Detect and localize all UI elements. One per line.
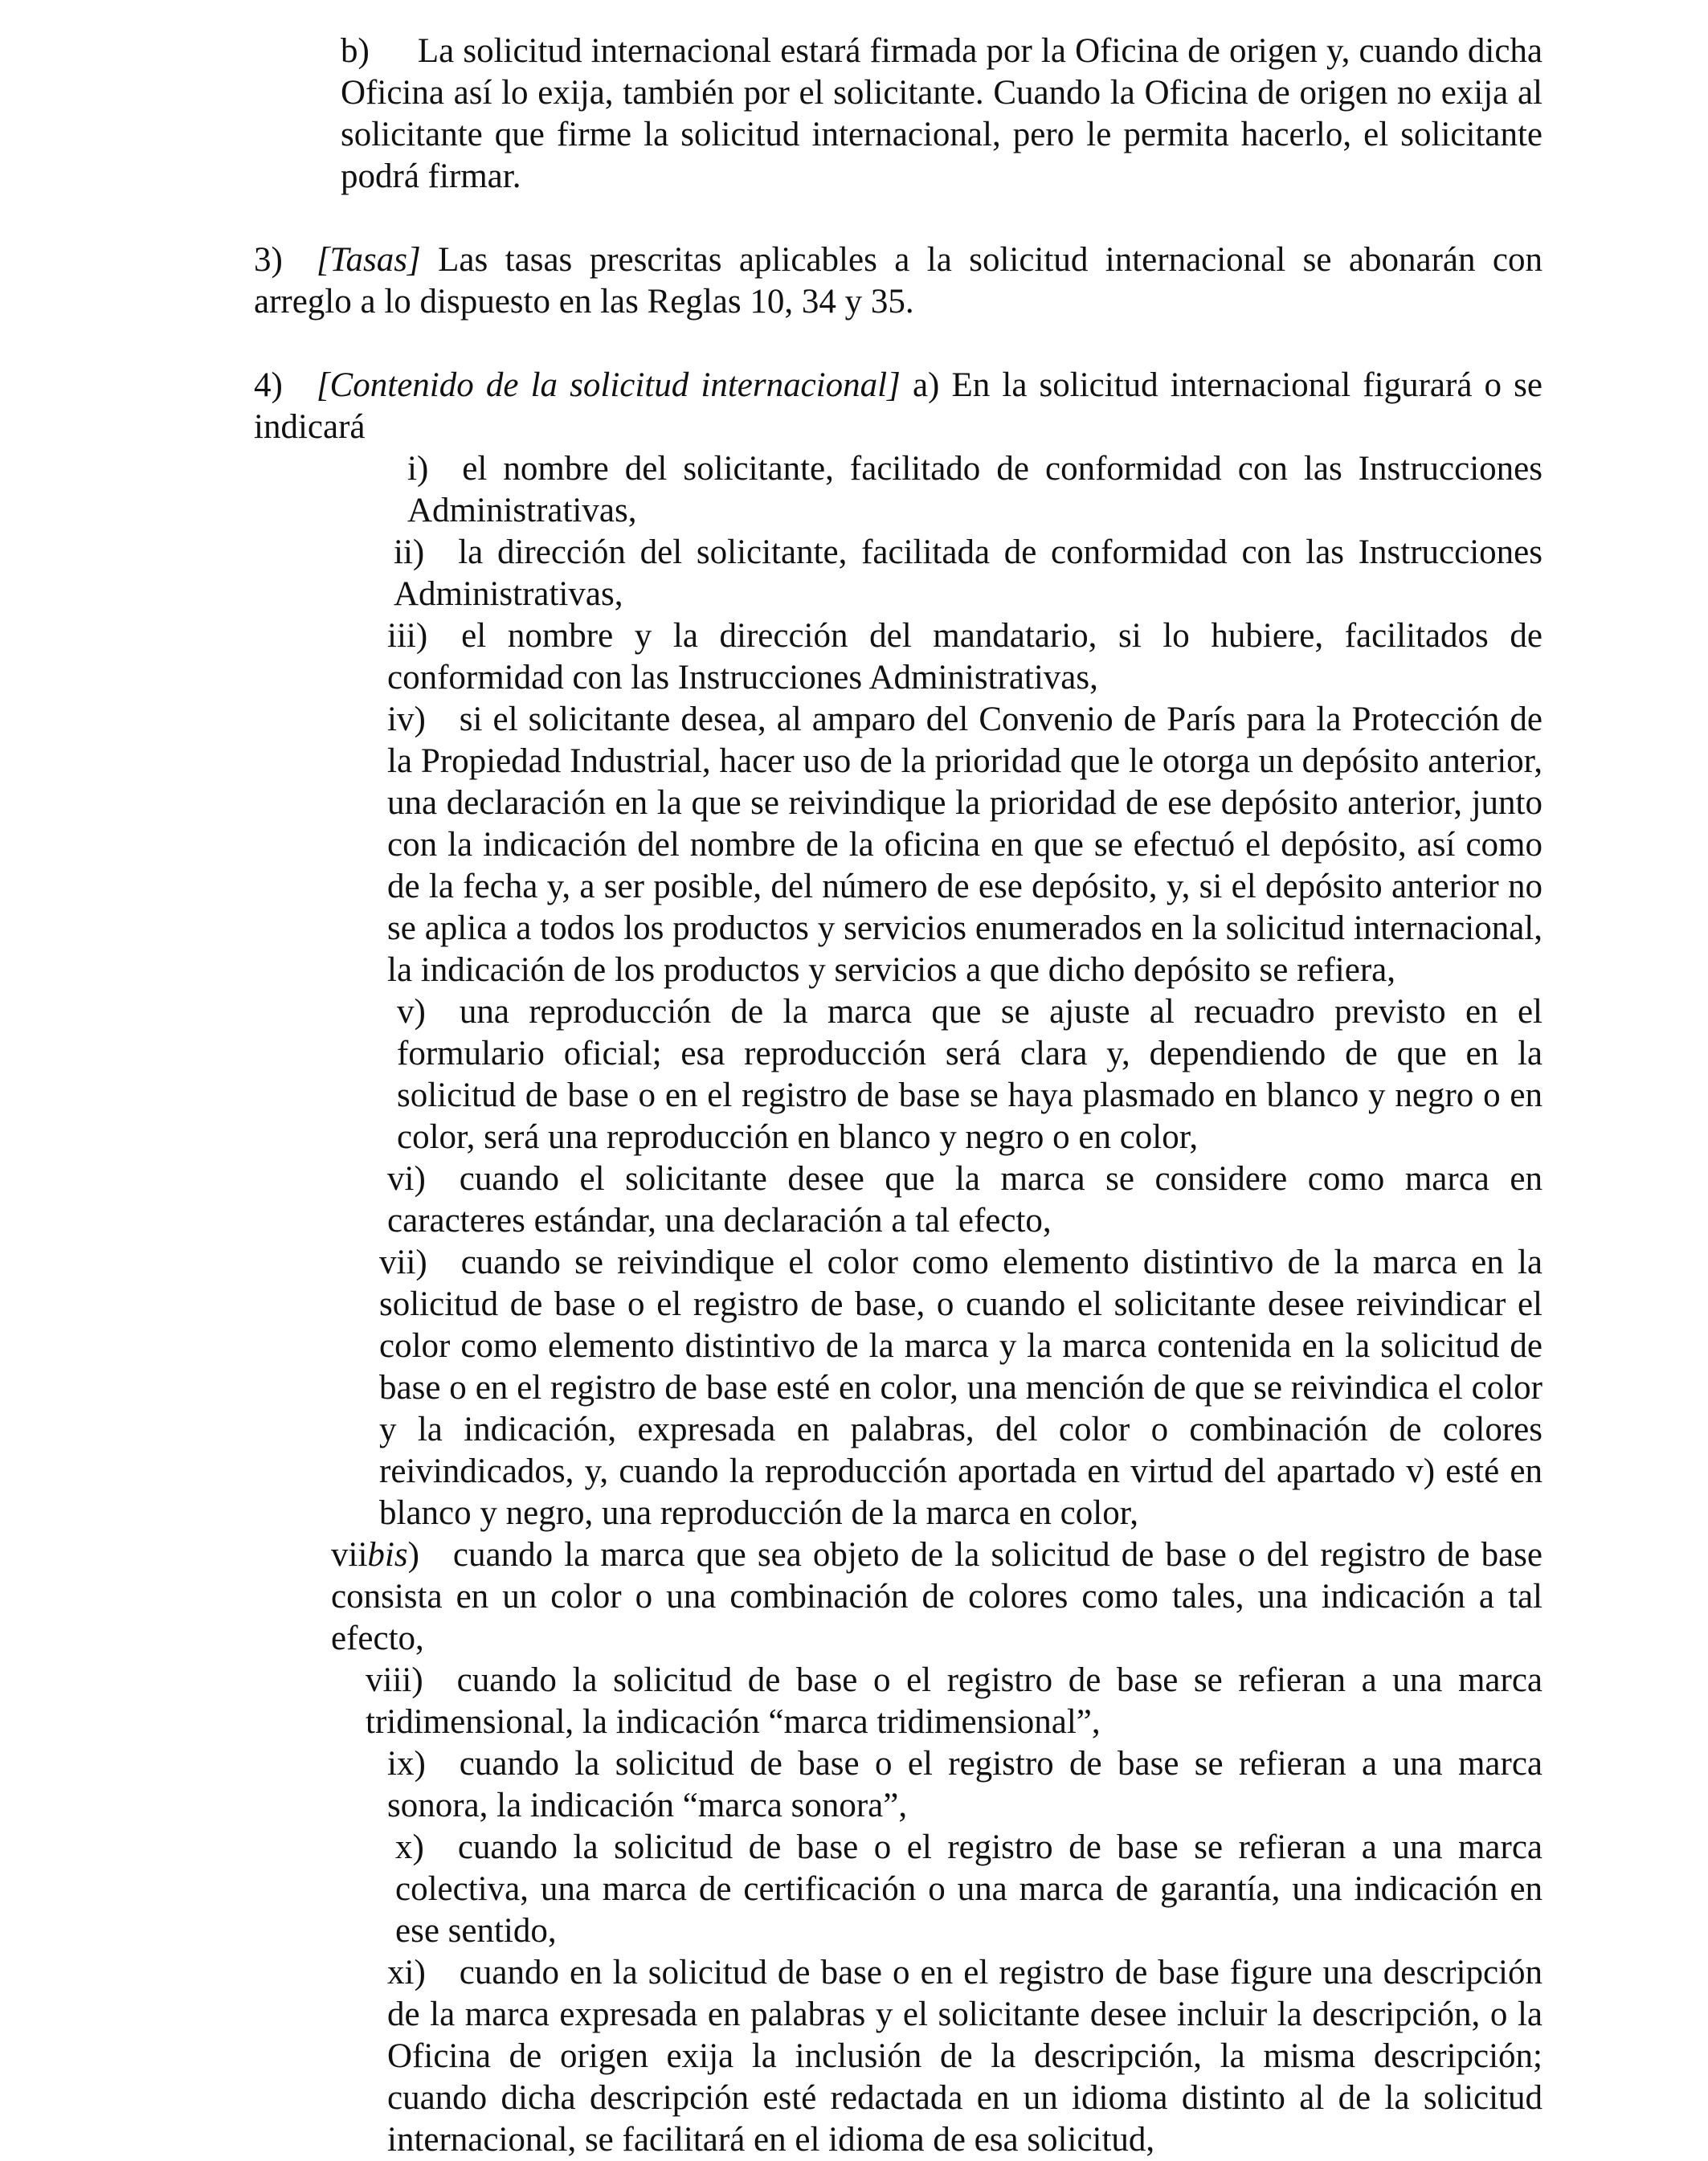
paragraph-b	[172, 31, 1543, 198]
item-viibis-label	[331, 1534, 453, 1576]
list-item-iv	[172, 699, 1543, 991]
list-item-xi	[172, 1952, 1543, 2161]
paragraph-3-label: 3)	[254, 241, 283, 279]
item-viibis-label-numeral: vii	[331, 1536, 368, 1574]
item-xi-text: cuando en la solicitud de base o en el registro de base figure una descripción de la marca expresada en palabras y el solicitante desee incluir la descripción, o la Oficina de origen exija la inclusión de la descripción, la misma descripción; cuando dicha descripción esté redactada en un idioma distinto al de la solicitud internacional, se facilitará en el idioma de esa solicitud,	[387, 1954, 1543, 2159]
item-vii-text: cuando se reivindique el color como elemento distintivo de la marca en la solicitud de base o el registro de base, o cuando el solicitante desee reivindicar el color como elemento distintivo de la marca y la marca contenida en la solicitud de base o en el registro de base esté en color, una mención de que se reivindica el color y la indicación, expresada en palabras, del color o combinación de colores reivindicados, y, cuando la reproducción aportada en virtud del apartado v) esté en blanco y negro, una reproducción de la marca en color,	[379, 1244, 1543, 1532]
paragraph-4	[172, 365, 1543, 448]
list-item-viibis	[172, 1534, 1543, 1660]
item-vii-label: vii)	[379, 1244, 427, 1281]
item-viibis-label-paren: )	[407, 1536, 419, 1574]
paragraph-spacer	[172, 198, 1543, 239]
paragraph-4-label: 4)	[254, 366, 283, 404]
item-ix-label: ix)	[387, 1745, 426, 1783]
paragraph-3-text: Las tasas prescritas aplicables a la solicitud internacional se abonarán con arreglo a lo dispuesto en las Reglas 10, 34 y 35.	[254, 241, 1543, 321]
item-i-label: i)	[407, 450, 429, 488]
item-iv-label: iv)	[387, 701, 426, 738]
document-page	[172, 31, 1543, 2161]
item-iv-text: si el solicitante desea, al amparo del Convenio de París para la Protección de la Propiedad Industrial, hacer uso de la prioridad que le otorga un depósito anterior, una declaración en la que se reivindique la prioridad de ese depósito anterior, junto con la indicación del nombre de la oficina en que se efectuó el depósito, así como de la fecha y, a ser posible, del número de ese depósito, y, si el depósito anterior no se aplica a todos los productos y servicios enumerados en la solicitud internacional, la indicación de los productos y servicios a que dicho depósito se refiera,	[387, 701, 1543, 989]
list-item-vii	[172, 1242, 1543, 1534]
item-ii-label: ii)	[394, 533, 425, 571]
item-v-text: una reproducción de la marca que se ajuste al recuadro previsto en el formulario oficial; esa reproducción será clara y, dependiendo de que en la solicitud de base o en el registro de base se haya plasmado en blanco y negro o en color, será una reproducción en blanco y negro o en color,	[397, 993, 1543, 1156]
paragraph-spacer	[172, 323, 1543, 365]
list-item-x	[172, 1827, 1543, 1952]
paragraph-b-label: b)	[341, 32, 370, 70]
item-vi-text: cuando el solicitante desee que la marca se considere como marca en caracteres estándar, una declaración a tal efecto,	[387, 1160, 1543, 1240]
item-viii-label: viii)	[366, 1661, 423, 1699]
item-viibis-label-bis: bis	[367, 1536, 408, 1574]
list-item-ii	[172, 532, 1543, 615]
paragraph-3	[172, 239, 1543, 323]
list-item-ix	[172, 1743, 1543, 1827]
list-item-viii	[172, 1660, 1543, 1743]
item-viii-text: cuando la solicitud de base o el registro de base se refieran a una marca tridimensional, la indicación “marca tridimensional”,	[366, 1661, 1543, 1741]
item-x-text: cuando la solicitud de base o el registro de base se refieran a una marca colectiva, una marca de certificación o una marca de garantía, una indicación en ese sentido,	[395, 1828, 1543, 1950]
item-v-label: v)	[397, 993, 426, 1031]
item-i-text: el nombre del solicitante, facilitado de conformidad con las Instrucciones Administrativas,	[407, 450, 1543, 529]
item-ix-text: cuando la solicitud de base o el registro de base se refieran a una marca sonora, la indicación “marca sonora”,	[387, 1745, 1543, 1824]
item-ii-text: la dirección del solicitante, facilitada de conformidad con las Instrucciones Administrativas,	[394, 533, 1543, 613]
list-item-i	[172, 448, 1543, 532]
paragraph-3-title: [Tasas]	[316, 241, 421, 279]
item-x-label: x)	[395, 1828, 424, 1866]
item-vi-label: vi)	[387, 1160, 426, 1198]
item-iii-label: iii)	[387, 617, 428, 655]
list-item-iii	[172, 615, 1543, 699]
item-viibis-text: cuando la marca que sea objeto de la solicitud de base o del registro de base consista en un color o una combinación de colores como tales, una indicación a tal efecto,	[331, 1536, 1543, 1657]
paragraph-4-title: [Contenido de la solicitud internacional]	[316, 366, 901, 404]
paragraph-4-text: a) En la solicitud internacional figurará o se indicará	[254, 366, 1543, 446]
item-xi-label: xi)	[387, 1954, 426, 1991]
paragraph-b-text: La solicitud internacional estará firmada por la Oficina de origen y, cuando dicha Oficina así lo exija, también por el solicitante. Cuando la Oficina de origen no exija al solicitante que firme la solicitud internacional, pero le permita hacerlo, el solicitante podrá firmar.	[341, 32, 1543, 195]
list-item-v	[172, 991, 1543, 1158]
list-item-vi	[172, 1158, 1543, 1242]
item-iii-text: el nombre y la dirección del mandatario, si lo hubiere, facilitados de conformidad con las Instrucciones Administrativas,	[387, 617, 1543, 697]
